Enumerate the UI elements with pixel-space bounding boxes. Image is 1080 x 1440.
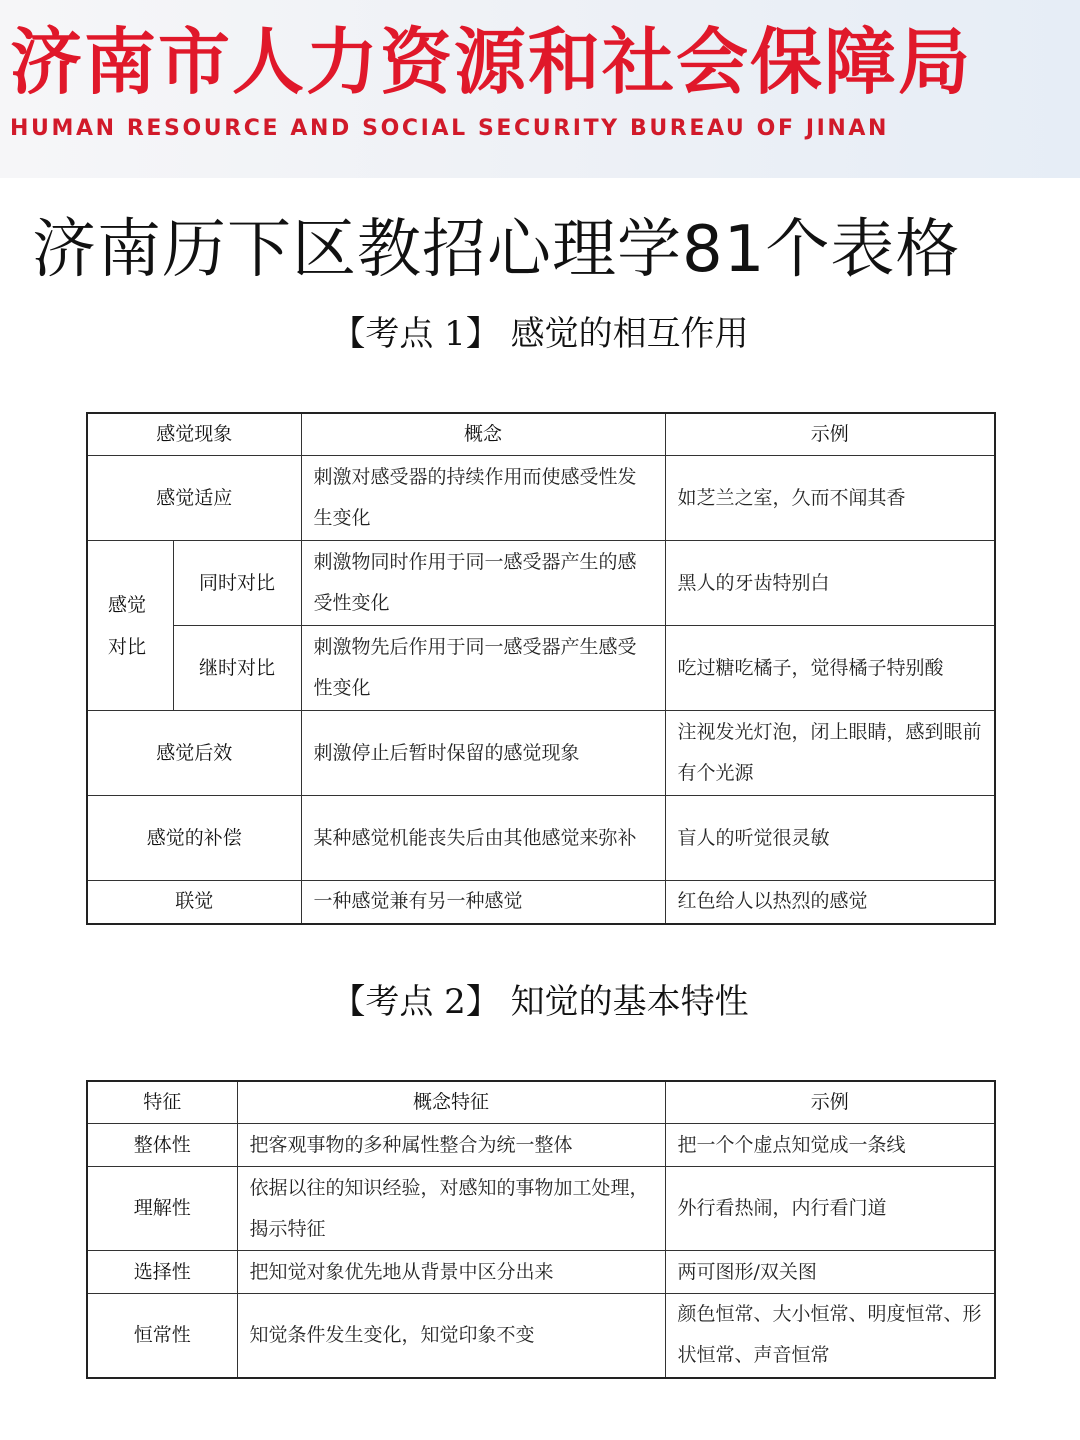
row-label: 理解性 <box>87 1167 237 1251</box>
page-title: 济南历下区教招心理学81个表格 <box>32 213 961 287</box>
group-label-line: 感觉 <box>108 593 147 616</box>
concept-cell: 把客观事物的多种属性整合为统一整体 <box>237 1124 665 1167</box>
header-cell: 特征 <box>87 1081 237 1124</box>
row-label: 整体性 <box>87 1124 237 1167</box>
example-cell: 把一个个虚点知觉成一条线 <box>665 1124 995 1167</box>
table-row <box>87 1294 995 1378</box>
header-cell: 感觉现象 <box>87 413 301 456</box>
row-label: 感觉的补偿 <box>87 796 301 881</box>
row-label: 同时对比 <box>173 541 301 626</box>
sensation-interaction-table <box>86 412 996 925</box>
row-label: 恒常性 <box>87 1294 237 1378</box>
header-cell: 概念 <box>301 413 665 456</box>
example-cell: 盲人的听觉很灵敏 <box>665 796 995 881</box>
header-banner <box>0 0 1080 178</box>
table-row <box>87 881 995 924</box>
perception-properties-table <box>86 1080 996 1379</box>
section1-title: 【考点 1】 感觉的相互作用 <box>331 314 749 354</box>
concept-cell: 知觉条件发生变化，知觉印象不变 <box>237 1294 665 1378</box>
example-cell: 外行看热闹，内行看门道 <box>665 1167 995 1251</box>
table-row <box>87 796 995 881</box>
concept-cell: 刺激停止后暂时保留的感觉现象 <box>301 711 665 796</box>
group-label-line: 对比 <box>108 635 147 658</box>
row-label: 继时对比 <box>173 626 301 711</box>
concept-cell: 一种感觉兼有另一种感觉 <box>301 881 665 924</box>
header-cell: 示例 <box>665 1081 995 1124</box>
table-row <box>87 711 995 796</box>
table-row <box>87 1251 995 1294</box>
table-header-row <box>87 1081 995 1124</box>
example-cell: 注视发光灯泡，闭上眼睛，感到眼前有个光源 <box>665 711 995 796</box>
example-cell: 黑人的牙齿特别白 <box>665 541 995 626</box>
table-header-row <box>87 413 995 456</box>
org-name-cn: 济南市人力资源和社会保障局 <box>10 20 973 104</box>
table-row <box>87 626 995 711</box>
example-cell: 如芝兰之室，久而不闻其香 <box>665 456 995 541</box>
group-label-sensory-contrast <box>87 541 173 711</box>
example-cell: 吃过糖吃橘子，觉得橘子特别酸 <box>665 626 995 711</box>
example-cell: 红色给人以热烈的感觉 <box>665 881 995 924</box>
example-cell: 两可图形/双关图 <box>665 1251 995 1294</box>
row-label: 感觉适应 <box>87 456 301 541</box>
header-cell: 示例 <box>665 413 995 456</box>
example-cell: 颜色恒常、大小恒常、明度恒常、形状恒常、声音恒常 <box>665 1294 995 1378</box>
table-row <box>87 456 995 541</box>
concept-cell: 某种感觉机能丧失后由其他感觉来弥补 <box>301 796 665 881</box>
concept-cell: 依据以往的知识经验，对感知的事物加工处理，揭示特征 <box>237 1167 665 1251</box>
concept-cell: 刺激物同时作用于同一感受器产生的感受性变化 <box>301 541 665 626</box>
table-row <box>87 1167 995 1251</box>
row-label: 感觉后效 <box>87 711 301 796</box>
row-label: 联觉 <box>87 881 301 924</box>
table-row <box>87 1124 995 1167</box>
section2-title: 【考点 2】 知觉的基本特性 <box>331 982 749 1022</box>
header-cell: 概念特征 <box>237 1081 665 1124</box>
concept-cell: 刺激对感受器的持续作用而使感受性发生变化 <box>301 456 665 541</box>
concept-cell: 刺激物先后作用于同一感受器产生感受性变化 <box>301 626 665 711</box>
concept-cell: 把知觉对象优先地从背景中区分出来 <box>237 1251 665 1294</box>
table-row <box>87 541 995 626</box>
row-label: 选择性 <box>87 1251 237 1294</box>
org-name-en: HUMAN RESOURCE AND SOCIAL SECURITY BUREAU OF JINAN <box>10 116 890 141</box>
